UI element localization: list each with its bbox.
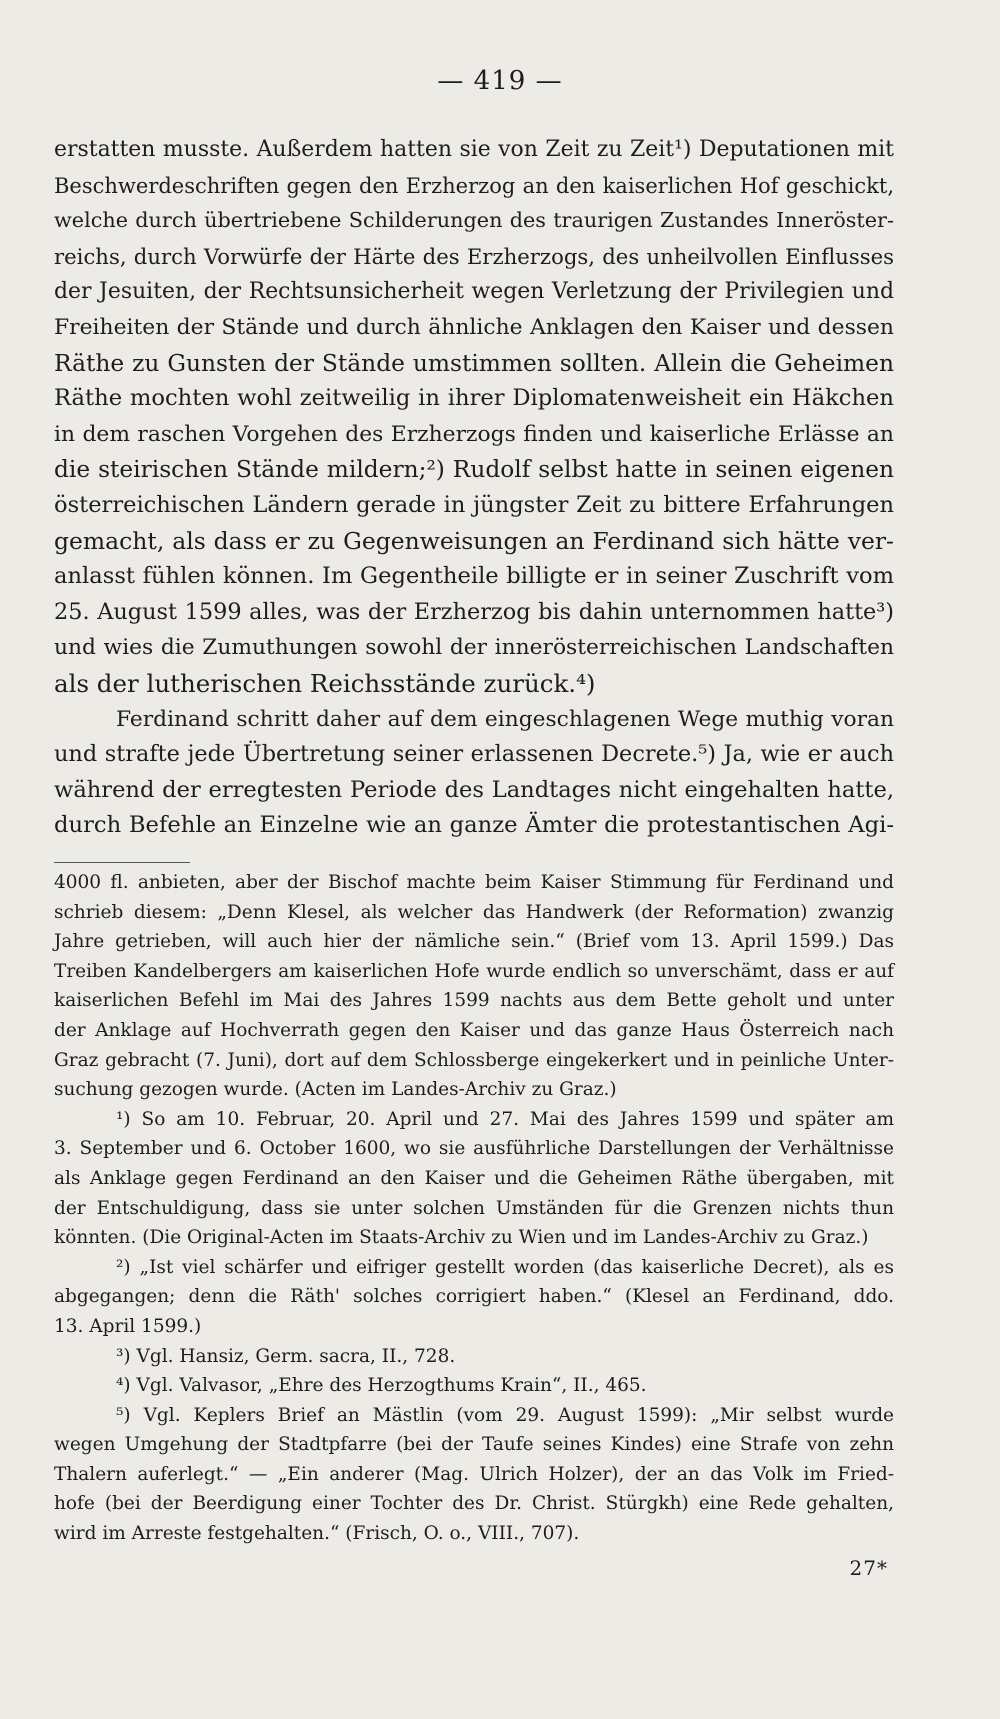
text-line: die steirischen Stände mildern;²) Rudolf selbst hatte in seinen eigenen bbox=[54, 456, 894, 484]
footnote-line: Graz gebracht (7. Juni), dort auf dem Schlossberge eingekerkert und in peinliche Unter- bbox=[54, 1049, 894, 1071]
text-line: 25. August 1599 alles, was der Erzherzog bis dahin unternommen hatte³) bbox=[54, 598, 894, 625]
text-line: der Jesuiten, der Rechtsunsicherheit wegen Verletzung der Privilegien und bbox=[54, 279, 894, 305]
page-number: — 419 — bbox=[437, 66, 563, 96]
text-line: Räthe zu Gunsten der Stände umstimmen sollten. Allein die Geheimen bbox=[54, 348, 894, 377]
footnote-line: wird im Arreste festgehalten.“ (Frisch, O. o., VIII., 707). bbox=[54, 1523, 580, 1545]
text-line: Ferdinand schritt daher auf dem eingeschlagenen Wege muthig voran bbox=[116, 706, 894, 732]
text-line: als der lutherischen Reichsstände zurück.⁴) bbox=[54, 668, 596, 698]
footnote-line: 3. September und 6. October 1600, wo sie ausführliche Darstellungen der Verhältnisse bbox=[54, 1138, 894, 1160]
footnote-line: Treiben Kandelbergers am kaiserlichen Hofe wurde endlich so unverschämt, dass er auf bbox=[54, 960, 894, 982]
footnote-line: ²) „Ist viel schärfer und eifriger gestellt worden (das kaiserliche Decret), als es bbox=[116, 1256, 894, 1278]
text-line: durch Befehle an Einzelne wie an ganze Ämter die protestantischen Agi- bbox=[54, 812, 894, 839]
footnote-line: der Anklage auf Hochverrath gegen den Kaiser und das ganze Haus Österreich nach bbox=[54, 1019, 894, 1041]
text-line: erstatten musste. Außerdem hatten sie von Zeit zu Zeit¹) Deputationen mit bbox=[54, 137, 894, 162]
footnote-line: der Entschuldigung, dass sie unter solchen Umständen für die Grenzen nichts thun bbox=[54, 1197, 894, 1219]
footnote-line: ¹) So am 10. Februar, 20. April und 27. Mai des Jahres 1599 und später am bbox=[116, 1108, 894, 1130]
signature-mark: 27* bbox=[849, 1556, 888, 1580]
text-line: in dem raschen Vorgehen des Erzherzogs finden und kaiserliche Erlässe an bbox=[54, 421, 894, 447]
footnote-line: ⁴) Vgl. Valvasor, „Ehre des Herzogthums Krain“, II., 465. bbox=[116, 1375, 647, 1397]
footnote-line: als Anklage gegen Ferdinand an den Kaiser und die Geheimen Räthe übergaben, mit bbox=[54, 1167, 894, 1189]
text-line: reichs, durch Vorwürfe der Härte des Erzherzogs, des unheilvollen Einflusses bbox=[54, 243, 894, 269]
text-line: Beschwerdeschriften gegen den Erzherzog an den kaiserlichen Hof geschickt, bbox=[54, 172, 894, 198]
footnote-line: suchung gezogen wurde. (Acten im Landes-Archiv zu Graz.) bbox=[54, 1079, 617, 1101]
main-text bbox=[54, 132, 894, 844]
footnote-line: abgegangen; denn die Räth' solches corrigiert haben.“ (Klesel an Ferdinand, ddo. bbox=[54, 1286, 894, 1308]
text-line: Räthe mochten wohl zeitweilig in ihrer Diplomatenweisheit ein Häkchen bbox=[54, 385, 894, 412]
footnote-line: wegen Umgehung der Stadtpfarre (bei der Taufe seines Kindes) eine Strafe von zehn bbox=[54, 1434, 894, 1456]
text-line: während der erregtesten Periode des Landtages nicht eingehalten hatte, bbox=[54, 776, 894, 803]
footnote-divider bbox=[54, 862, 190, 863]
footnote-line: ⁵) Vgl. Keplers Brief an Mästlin (vom 29. August 1599): „Mir selbst wurde bbox=[116, 1404, 894, 1426]
footnote-line: kaiserlichen Befehl im Mai des Jahres 1599 nachts aus dem Bette geholt und unter bbox=[54, 990, 894, 1012]
footnote-line: könnten. (Die Original-Acten im Staats-Archiv zu Wien und im Landes-Archiv zu Graz.) bbox=[54, 1227, 869, 1249]
text-line: und wies die Zumuthungen sowohl der innerösterreichischen Landschaften bbox=[54, 635, 894, 661]
footnote-line: schrieb diesem: „Denn Klesel, als welcher das Handwerk (der Reformation) zwanzig bbox=[54, 901, 894, 923]
text-line: österreichischen Ländern gerade in jüngster Zeit zu bittere Erfahrungen bbox=[54, 491, 894, 518]
footnote-line: Thalern auferlegt.“ — „Ein anderer (Mag. Ulrich Holzer), der an das Volk im Fried- bbox=[54, 1463, 894, 1485]
footnote-line: 13. April 1599.) bbox=[54, 1315, 202, 1337]
footnote-line: hofe (bei der Beerdigung einer Tochter des Dr. Christ. Stürgkh) eine Rede gehalten, bbox=[54, 1493, 894, 1515]
footnote-line: ³) Vgl. Hansiz, Germ. sacra, II., 728. bbox=[116, 1345, 456, 1367]
text-line: und strafte jede Übertretung seiner erlassenen Decrete.⁵) Ja, wie er auch bbox=[54, 741, 894, 768]
footnote-line: 4000 fl. anbieten, aber der Bischof machte beim Kaiser Stimmung für Ferdinand und bbox=[54, 872, 894, 893]
text-line: gemacht, als dass er zu Gegenweisungen an Ferdinand sich hätte ver- bbox=[54, 526, 894, 555]
text-line: Freiheiten der Stände und durch ähnliche Anklagen den Kaiser und dessen bbox=[54, 314, 894, 340]
text-line: anlasst fühlen können. Im Gegentheile billigte er in seiner Zuschrift vom bbox=[54, 563, 894, 590]
text-line: welche durch übertriebene Schilderungen des traurigen Zustandes Inneröster- bbox=[54, 208, 894, 233]
footnote-line: Jahre getrieben, will auch hier der nämliche sein.“ (Brief vom 13. April 1599.) Das bbox=[54, 931, 894, 953]
footnotes bbox=[54, 868, 894, 1549]
